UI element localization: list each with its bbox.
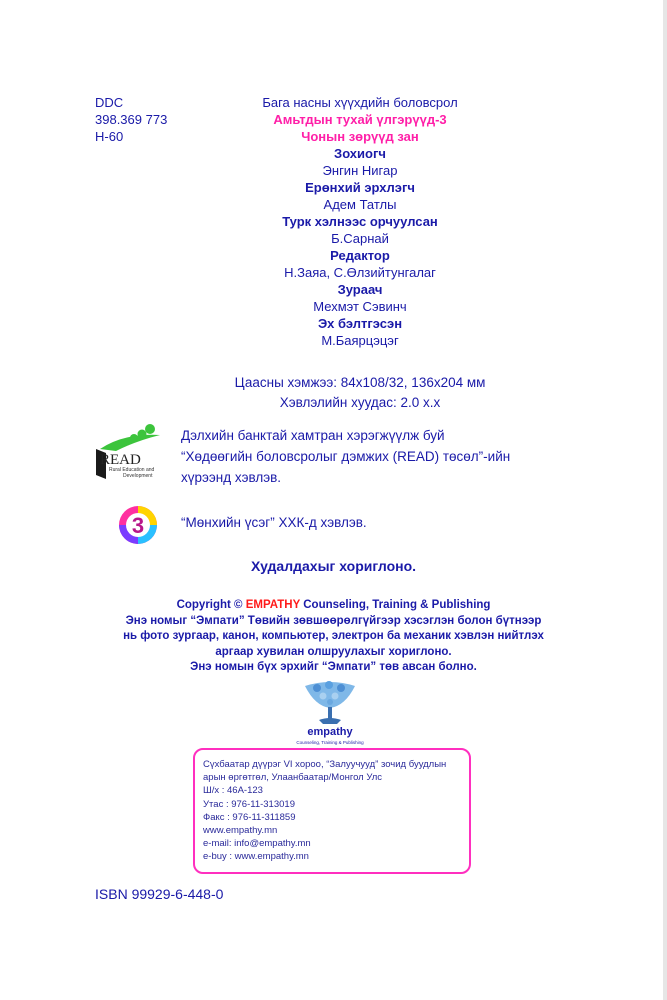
editor-names: Н.Заяа, С.Өлзийтунгалаг xyxy=(284,265,436,280)
copyright-block xyxy=(0,598,667,676)
printer-note: “Мөнхийн үсэг” ХХК-д хэвлэв. xyxy=(181,515,367,530)
printer-logo xyxy=(118,505,158,545)
read-note-line-1: Дэлхийн банктай хамтран хэрэгжүүлж буй xyxy=(181,428,445,443)
copyright-text-line-1: Энэ номыг “Эмпати” Төвийн зөвшөөрөлгүйгээр хэсэглэн болон бүтнээр xyxy=(125,614,542,627)
read-project-note xyxy=(181,425,510,488)
po-box: Ш/х : 46А-123 xyxy=(203,785,263,797)
copyright-text-line-3: аргаар хувилан олшруулахыг хориглоно. xyxy=(215,645,452,658)
copyright-prefix: Copyright © xyxy=(176,599,246,611)
copyright-suffix: Counseling, Training & Publishing xyxy=(300,599,491,611)
read-logo-subtitle-2: Development xyxy=(123,473,153,479)
empathy-logo-name: empathy xyxy=(307,726,353,738)
isbn: ISBN 99929-6-448-0 xyxy=(95,886,224,902)
email-link[interactable]: e-mail: info@empathy.mn xyxy=(203,838,311,850)
read-logo xyxy=(94,421,166,481)
website-link[interactable]: www.empathy.mn xyxy=(203,825,278,837)
ebuy-link[interactable]: e-buy : www.empathy.mn xyxy=(203,851,309,863)
author-name: Энгин Нигар xyxy=(322,163,398,178)
read-note-line-3: хүрээнд хэвлэв. xyxy=(181,470,282,485)
copyright-text-line-4: Энэ номын бүх эрхийг “Эмпати” төв авсан болно. xyxy=(190,661,477,673)
phone: Утас : 976-11-313019 xyxy=(203,798,295,810)
editor-label: Редактор xyxy=(330,248,390,263)
author-label: Зохиогч xyxy=(334,146,386,161)
address-line-1: Сүхбаатар дүүрэг VI хороо, “Залуучууд” зочид буудлын xyxy=(203,759,447,770)
read-note-line-2: “Хөдөөгийн боловсролыг дэмжих (READ) төсөл”-ийн xyxy=(181,449,511,464)
empathy-logo xyxy=(285,680,375,752)
empathy-logo-tagline: Counseling, Training & Publishing xyxy=(296,740,364,745)
copyright-text-line-2: нь фото зургаар, канон, компьютер, электрон ба механик хэвлэн нийтлэх xyxy=(123,630,544,642)
printed-sheets: Хэвлэлийн хуудас: 2.0 х.х xyxy=(279,395,441,410)
translator-label: Турк хэлнээс орчуулсан xyxy=(282,214,438,229)
translator-name: Б.Сарнай xyxy=(331,231,389,246)
designer-name: М.Баярцэцэг xyxy=(321,333,399,348)
ddc-label: DDC xyxy=(95,95,124,110)
paper-size: Цаасны хэмжээ: 84x108/32, 136x204 мм xyxy=(234,375,486,390)
printer-logo-glyph: 3 xyxy=(131,513,145,538)
address-line-2: арын өргөтгөл, Улаанбаатар/Монгол Улс xyxy=(203,772,383,784)
read-logo-text: READ xyxy=(100,452,141,468)
copyright-line xyxy=(0,598,667,614)
copyright-brand: EMPATHY xyxy=(245,599,301,611)
ddc-number: 398.369 773 xyxy=(95,112,168,127)
fax: Факс : 976-11-311859 xyxy=(203,811,296,823)
print-specs xyxy=(150,373,570,413)
series-title: Бага насны хүүхдийн боловсрол xyxy=(262,95,458,110)
page-edge xyxy=(663,0,667,1000)
book-title: Чонын зөрүүд зан xyxy=(301,129,419,144)
address-block xyxy=(203,758,446,864)
illustrator-name: Мехмэт Сэвинч xyxy=(313,299,407,314)
read-logo-subtitle-1: Rural Education and xyxy=(109,467,155,473)
credits-block xyxy=(150,94,570,349)
book-series-title: Амьтдын тухай үлгэрүүд-3 xyxy=(273,112,447,127)
chief-editor-name: Адем Татлы xyxy=(323,197,397,212)
designer-label: Эх бэлтгэсэн xyxy=(317,316,403,331)
cutter-number: Н-60 xyxy=(95,129,124,144)
not-for-sale-notice: Худалдахыг хориглоно. xyxy=(250,558,417,574)
chief-editor-label: Ерөнхий эрхлэгч xyxy=(305,180,415,195)
illustrator-label: Зураач xyxy=(337,282,383,297)
